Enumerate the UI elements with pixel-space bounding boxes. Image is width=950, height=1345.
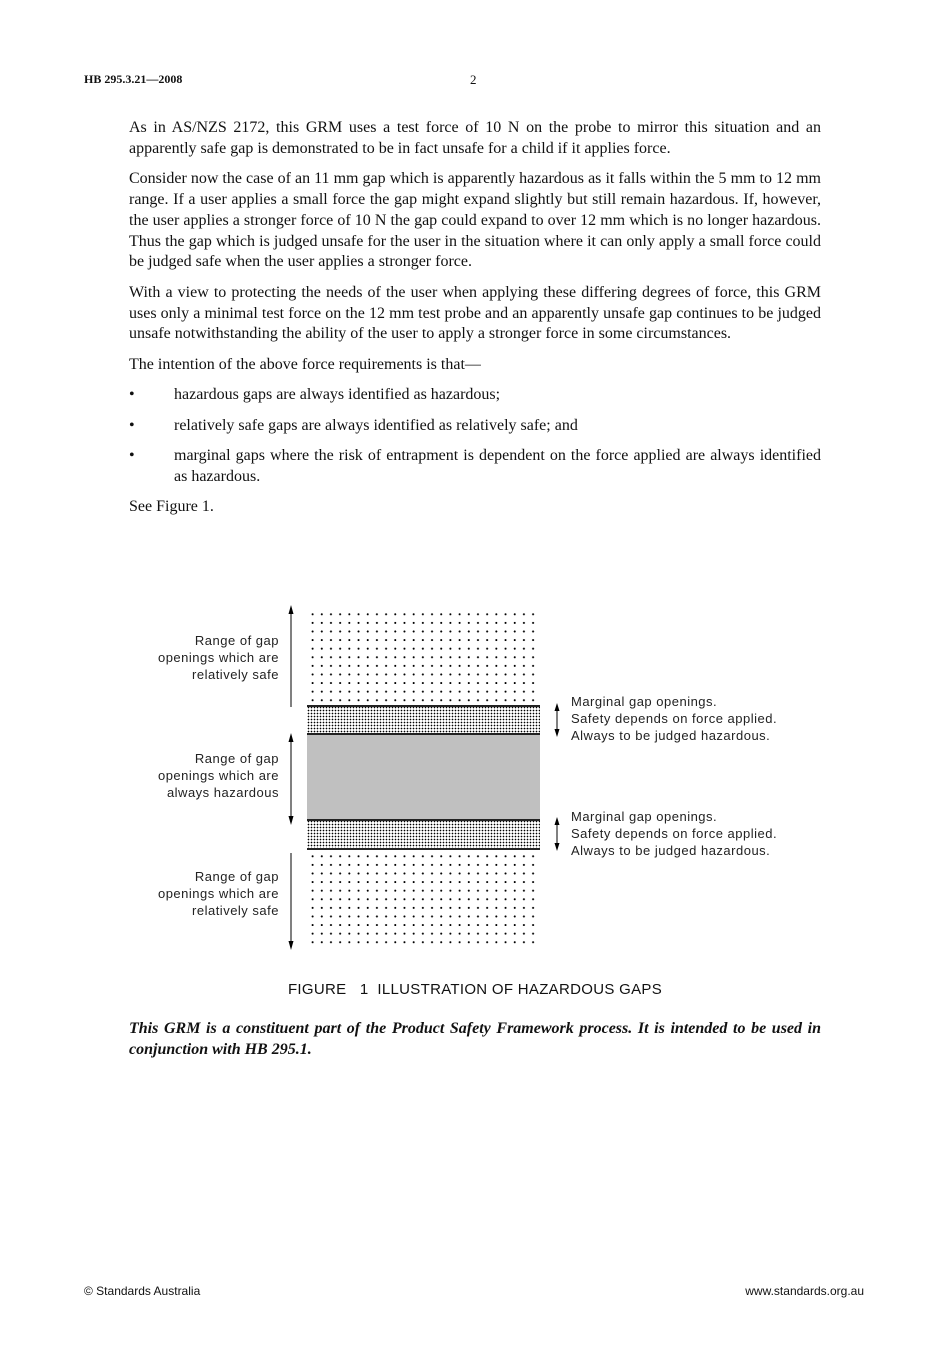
label-line: openings which are <box>157 650 279 665</box>
divider-line <box>307 705 540 707</box>
bullet-item <box>129 385 821 406</box>
label-line: relatively safe <box>192 903 279 918</box>
label-line: openings which are <box>157 886 279 901</box>
marginal-arrow-icon <box>551 817 563 853</box>
paragraph-3: With a view to protecting the needs of the user when applying these differing degrees of force, this GRM uses only a minimal test force on the 12 mm test probe and an apparently unsafe gap continues to be judged unsafe notwithstanding the ability of the user to apply a stronger force in some circumstances. <box>129 283 821 343</box>
band-marginal-top <box>307 706 540 734</box>
range-arrows-icon <box>285 605 297 950</box>
label-marginal-top <box>571 693 831 744</box>
website-link[interactable]: www.standards.org.au <box>745 1284 864 1298</box>
divider-line <box>307 848 540 850</box>
bullet-text: marginal gaps where the risk of entrapment is dependent on the force applied are always identified as hazardous. <box>174 446 821 485</box>
bullet-icon: • <box>129 386 135 404</box>
label-line: Safety depends on force applied. <box>571 711 778 726</box>
marginal-arrow-icon <box>551 703 563 739</box>
paragraph-2: Consider now the case of an 11 mm gap which is apparently hazardous as it falls within the 5 mm to 12 mm range. If a user applies a small force the gap might expand slightly but still remain hazardous. If, however, the user applies a stronger force of 10 N the gap could expand to over 12 mm which is no longer hazardous. Thus the gap which is judged unsafe for the user in the situation where it can only apply a small force could be judged safe when the user applies a stronger force. <box>129 170 821 271</box>
label-line: Always to be judged hazardous. <box>571 843 771 858</box>
document-id: HB 295.3.21—2008 <box>84 72 183 86</box>
band-always-hazardous <box>307 734 540 820</box>
label-line: relatively safe <box>192 667 279 682</box>
label-relatively-safe-bottom <box>79 868 279 919</box>
divider-line <box>307 819 540 821</box>
divider-line <box>307 733 540 735</box>
label-line: always hazardous <box>166 785 279 800</box>
figure-caption: FIGURE 1 ILLUSTRATION OF HAZARDOUS GAPS <box>287 981 663 998</box>
label-line: Marginal gap openings. <box>571 809 718 824</box>
bullet-item <box>129 416 821 437</box>
closing-note: This GRM is a constituent part of the Product Safety Framework process. It is intended to be used in conjunction with HB 295.1. <box>129 1020 821 1058</box>
band-relatively-safe-bottom <box>307 850 540 948</box>
paragraph-4: The intention of the above force requirements is that— <box>129 355 481 373</box>
label-line: Range of gap <box>194 751 279 766</box>
body-text <box>129 118 821 528</box>
label-line: Range of gap <box>194 869 279 884</box>
bullet-text: relatively safe gaps are always identified as relatively safe; and <box>174 416 578 434</box>
copyright-text: © Standards Australia <box>84 1284 201 1298</box>
page-number: 2 <box>470 72 477 87</box>
label-line: Range of gap <box>194 633 279 648</box>
bullet-item <box>129 446 821 488</box>
label-always-hazardous <box>79 750 279 801</box>
label-marginal-bottom <box>571 808 831 859</box>
label-line: Safety depends on force applied. <box>571 826 778 841</box>
bullet-icon: • <box>129 416 135 434</box>
bullet-text: hazardous gaps are always identified as hazardous; <box>174 386 501 404</box>
label-line: Always to be judged hazardous. <box>571 728 771 743</box>
label-relatively-safe-top <box>79 632 279 683</box>
bullet-icon: • <box>129 446 135 464</box>
see-figure-text: See Figure 1. <box>129 498 214 516</box>
paragraph-1: As in AS/NZS 2172, this GRM uses a test force of 10 N on the probe to mirror this situation and an apparently safe gap is demonstrated to be in fact unsafe for a child if it applies force. <box>129 119 821 157</box>
figure-hazardous-gaps <box>0 600 950 960</box>
label-line: Marginal gap openings. <box>571 694 718 709</box>
band-relatively-safe-top <box>307 608 540 706</box>
band-marginal-bottom <box>307 820 540 849</box>
label-line: openings which are <box>157 768 279 783</box>
